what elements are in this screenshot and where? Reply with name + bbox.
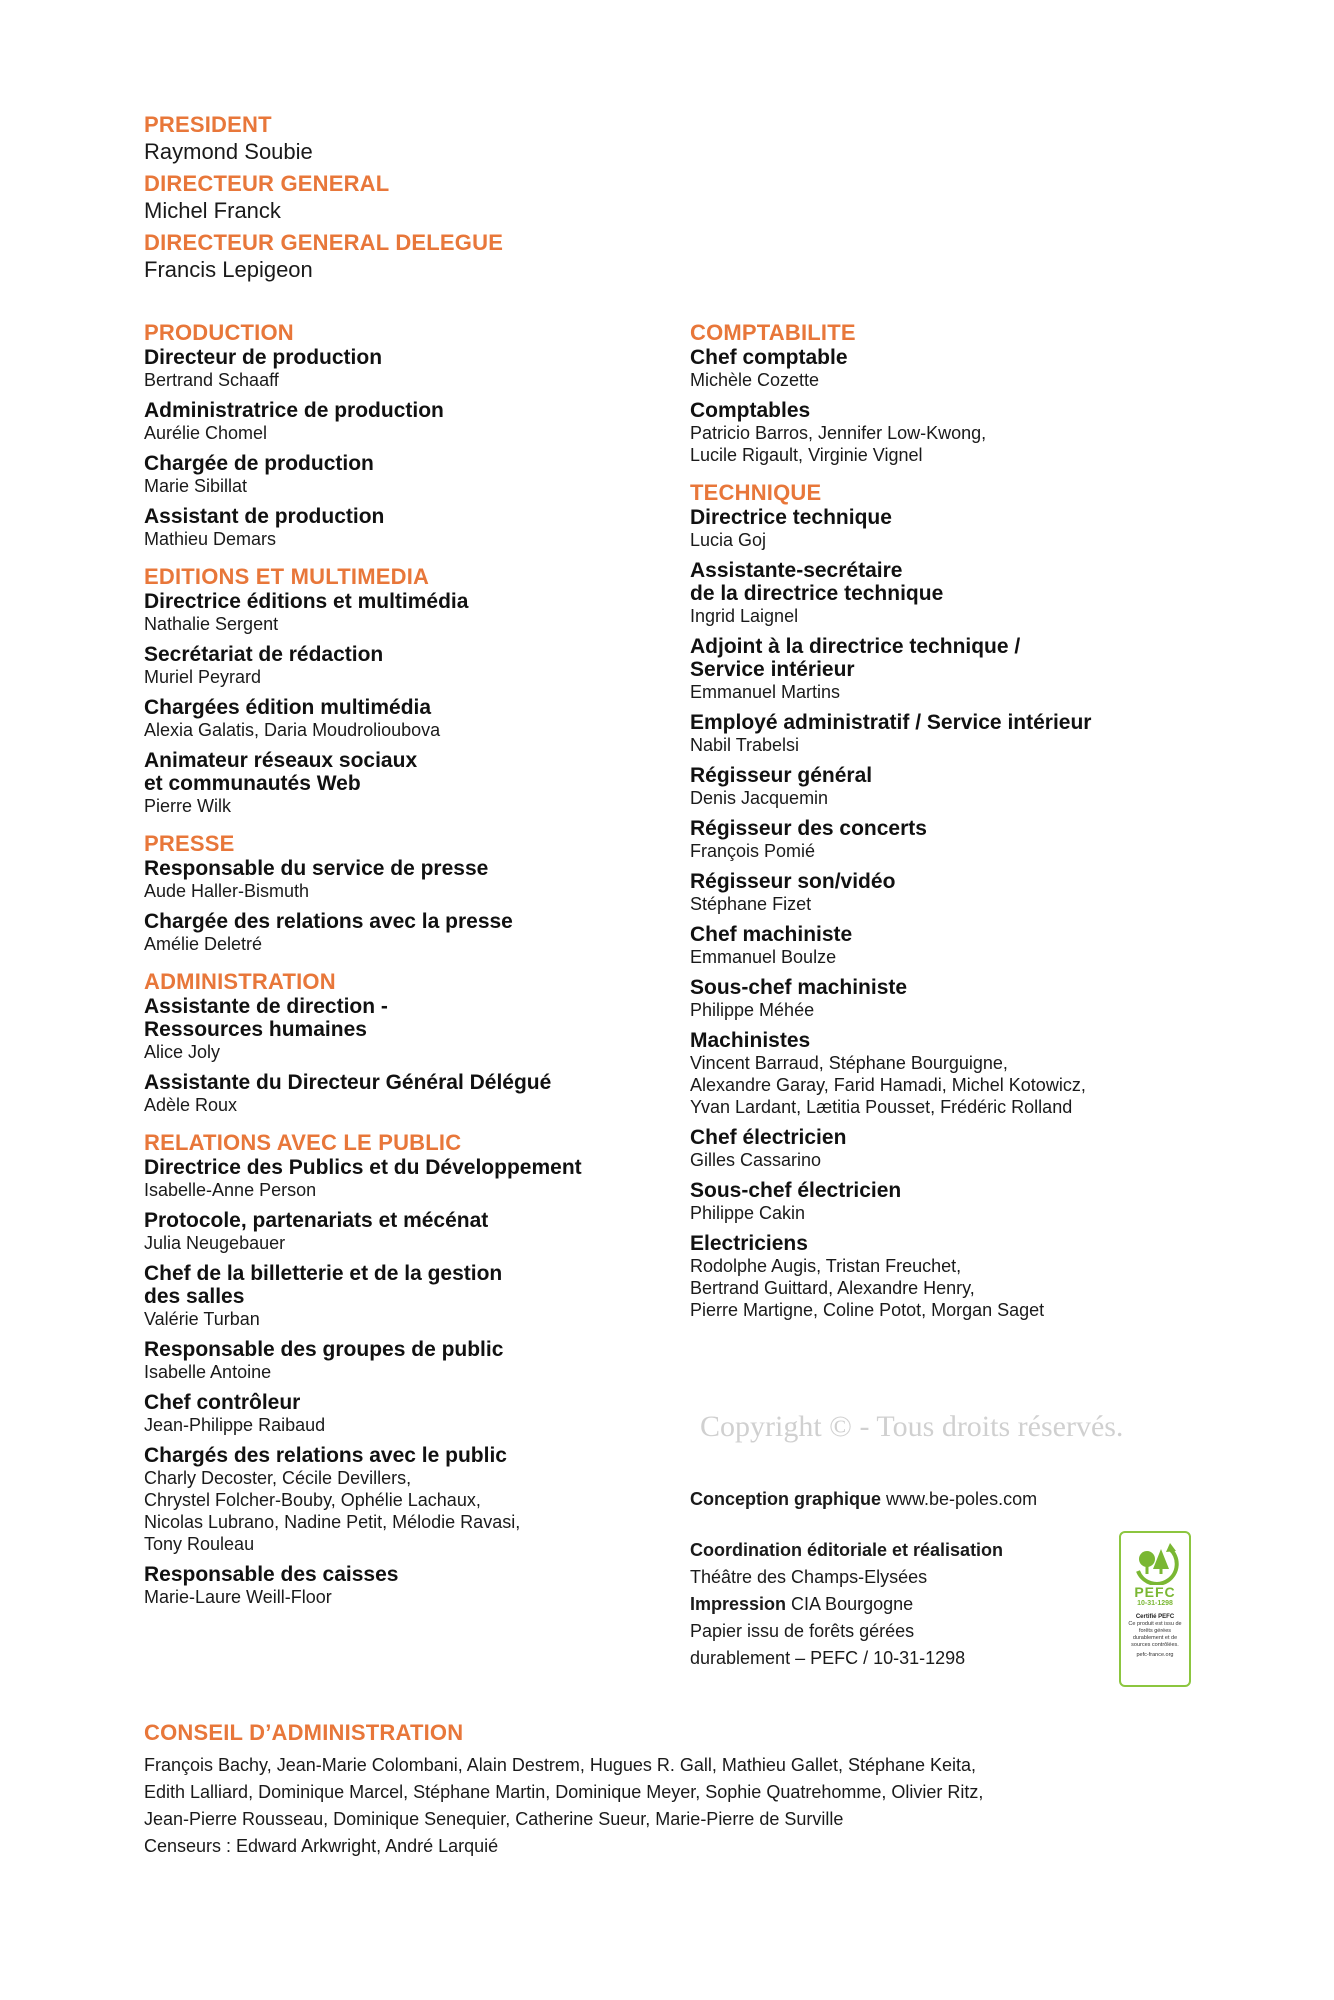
pefc-tree-logo-icon <box>1130 1541 1180 1585</box>
section-heading: RELATIONS AVEC LE PUBLIC <box>144 1130 462 1155</box>
role-entry <box>144 1391 674 1436</box>
role-title: Régisseur général <box>690 764 873 787</box>
conseil-heading: CONSEIL D’ADMINISTRATION <box>144 1720 464 1745</box>
left-column <box>144 320 674 1622</box>
credit-paper-line-2: durablement – PEFC / 10-31-1298 <box>690 1648 966 1668</box>
role-title: Régisseur des concerts <box>690 817 927 840</box>
name-directeur-general: Michel Franck <box>144 198 281 223</box>
credit-print-value: CIA Bourgogne <box>791 1594 914 1614</box>
credit-coordination-label: Coordination éditoriale et réalisation <box>690 1540 1004 1560</box>
role-title: Assistante du Directeur Général Délégué <box>144 1071 552 1094</box>
credit-print <box>690 1591 1100 1618</box>
credit-print-label: Impression <box>690 1594 787 1614</box>
role-entry <box>690 1179 1250 1224</box>
role-entry <box>144 505 674 550</box>
role-names: Alice Joly <box>144 1042 221 1062</box>
role-title: Directrice éditions et multimédia <box>144 590 469 613</box>
heading-directeur-general-delegue: DIRECTEUR GENERAL DELEGUE <box>144 230 504 255</box>
role-entry <box>144 1262 674 1330</box>
role-names: Aude Haller-Bismuth <box>144 881 310 901</box>
credit-design-label: Conception graphique <box>690 1489 881 1509</box>
conseil-names <box>144 1752 1244 1860</box>
role-entry <box>144 1071 674 1116</box>
role-entry <box>144 749 674 817</box>
role-names: Vincent Barraud, Stéphane Bourguigne, Alexandre Garay, Farid Hamadi, Michel Kotowicz, Yvan Lardant, Lætitia Pousset, Frédéric Rolland <box>690 1053 1086 1117</box>
leadership-block <box>144 112 503 289</box>
role-entry <box>144 857 674 902</box>
role-entry <box>690 506 1250 551</box>
role-entry <box>144 346 674 391</box>
role-entry <box>690 1126 1250 1171</box>
role-names: Aurélie Chomel <box>144 423 268 443</box>
role-title: Chargées édition multimédia <box>144 696 432 719</box>
section-technique <box>690 480 1250 1321</box>
role-names: Ingrid Laignel <box>690 606 799 626</box>
section-heading: COMPTABILITE <box>690 320 856 345</box>
section-administration <box>144 969 674 1116</box>
role-names: Marie Sibillat <box>144 476 248 496</box>
role-entry <box>144 696 674 741</box>
name-directeur-general-delegue: Francis Lepigeon <box>144 257 313 282</box>
role-names: Isabelle-Anne Person <box>144 1180 317 1200</box>
role-title: Chef comptable <box>690 346 848 369</box>
role-title: Directrice technique <box>690 506 892 529</box>
role-entry <box>690 635 1250 703</box>
pefc-certification-badge <box>1119 1531 1191 1687</box>
section-heading: PRODUCTION <box>144 320 294 345</box>
heading-president: PRESIDENT <box>144 112 272 137</box>
role-title: Directeur de production <box>144 346 383 369</box>
credit-design-link[interactable]: www.be-poles.com <box>886 1489 1038 1509</box>
conseil-administration <box>144 1720 1244 1860</box>
role-entry <box>144 1209 674 1254</box>
role-entry <box>144 910 674 955</box>
role-title: Chef de la billetterie et de la gestion des salles <box>144 1262 503 1308</box>
role-names: Denis Jacquemin <box>690 788 829 808</box>
section-presse <box>144 831 674 955</box>
role-entry <box>690 399 1250 466</box>
role-title: Assistante de direction - Ressources humaines <box>144 995 388 1041</box>
pefc-url: pefc-france.org <box>1136 1652 1174 1658</box>
role-names: Patricio Barros, Jennifer Low-Kwong, Lucile Rigault, Virginie Vignel <box>690 423 987 465</box>
section-comptabilite <box>690 320 1250 466</box>
role-title: Employé administratif / Service intérieur <box>690 711 1092 734</box>
role-title: Chargée de production <box>144 452 374 475</box>
role-names: Mathieu Demars <box>144 529 277 549</box>
section-heading: TECHNIQUE <box>690 480 822 505</box>
role-names: Michèle Cozette <box>690 370 820 390</box>
credits-block <box>690 1486 1100 1672</box>
role-title: Adjoint à la directrice technique / Service intérieur <box>690 635 1021 681</box>
role-entry <box>144 399 674 444</box>
role-title: Chargée des relations avec la presse <box>144 910 513 933</box>
role-title: Protocole, partenariats et mécénat <box>144 1209 489 1232</box>
conseil-line: Jean-Pierre Rousseau, Dominique Senequier, Catherine Sueur, Marie-Pierre de Surville <box>144 1809 844 1829</box>
role-names: Nabil Trabelsi <box>690 735 800 755</box>
role-names: Philippe Cakin <box>690 1203 806 1223</box>
role-names: Muriel Peyrard <box>144 667 262 687</box>
role-names: Gilles Cassarino <box>690 1150 822 1170</box>
role-entry <box>690 711 1250 756</box>
role-entry <box>144 1338 674 1383</box>
pefc-description: Ce produit est issu de forêts gérées durablement et de sources contrôlées. <box>1128 1621 1182 1648</box>
role-title: Chef machiniste <box>690 923 853 946</box>
role-title: Sous-chef machiniste <box>690 976 908 999</box>
role-title: Directrice des Publics et du Développement <box>144 1156 582 1179</box>
role-entry <box>690 346 1250 391</box>
role-entry <box>690 559 1250 627</box>
conseil-line: Censeurs : Edward Arkwright, André Larquié <box>144 1836 499 1856</box>
role-names: Pierre Wilk <box>144 796 232 816</box>
role-title: Administratrice de production <box>144 399 444 422</box>
role-title: Comptables <box>690 399 811 422</box>
credit-paper-line-1: Papier issu de forêts gérées <box>690 1621 915 1641</box>
section-production <box>144 320 674 550</box>
role-names: Charly Decoster, Cécile Devillers, Chrystel Folcher-Bouby, Ophélie Lachaux, Nicolas Lubrano, Nadine Petit, Mélodie Ravasi, Tony Rouleau <box>144 1468 521 1554</box>
role-title: Sous-chef électricien <box>690 1179 902 1202</box>
section-relations-avec-le-public <box>144 1130 674 1608</box>
role-entry <box>144 995 674 1063</box>
role-entry <box>144 1444 674 1555</box>
role-entry <box>690 1029 1250 1118</box>
role-entry <box>690 923 1250 968</box>
role-names: Adèle Roux <box>144 1095 238 1115</box>
role-title: Chargés des relations avec le public <box>144 1444 507 1467</box>
role-entry <box>690 976 1250 1021</box>
right-column <box>690 320 1250 1335</box>
section-heading: PRESSE <box>144 831 235 856</box>
role-title: Chef électricien <box>690 1126 847 1149</box>
name-president: Raymond Soubie <box>144 139 313 164</box>
section-heading: ADMINISTRATION <box>144 969 336 994</box>
role-names: Bertrand Schaaff <box>144 370 279 390</box>
role-title: Machinistes <box>690 1029 811 1052</box>
role-names: Emmanuel Martins <box>690 682 841 702</box>
role-names: Marie-Laure Weill-Floor <box>144 1587 332 1607</box>
copyright-watermark: Copyright © - Tous droits réservés. <box>700 1410 1124 1443</box>
role-names: Rodolphe Augis, Tristan Freuchet, Bertrand Guittard, Alexandre Henry, Pierre Martigne, Coline Potot, Morgan Saget <box>690 1256 1045 1320</box>
role-names: Isabelle Antoine <box>144 1362 272 1382</box>
role-title: Responsable du service de presse <box>144 857 489 880</box>
role-names: Nathalie Sergent <box>144 614 279 634</box>
heading-directeur-general: DIRECTEUR GENERAL <box>144 171 390 196</box>
credit-design <box>690 1486 1100 1513</box>
role-names: Julia Neugebauer <box>144 1233 286 1253</box>
section-heading: EDITIONS ET MULTIMEDIA <box>144 564 430 589</box>
role-names: François Pomié <box>690 841 816 861</box>
section-editions-et-multimedia <box>144 564 674 817</box>
role-entry <box>144 1563 674 1608</box>
role-title: Chef contrôleur <box>144 1391 301 1414</box>
role-names: Amélie Deletré <box>144 934 263 954</box>
role-names: Stéphane Fizet <box>690 894 812 914</box>
role-names: Valérie Turban <box>144 1309 260 1329</box>
role-title: Responsable des caisses <box>144 1563 399 1586</box>
pefc-logo-text: PEFC <box>1134 1584 1176 1600</box>
role-title: Régisseur son/vidéo <box>690 870 896 893</box>
role-title: Responsable des groupes de public <box>144 1338 504 1361</box>
role-entry <box>144 590 674 635</box>
role-title: Assistante-secrétaire de la directrice technique <box>690 559 944 605</box>
role-entry <box>690 764 1250 809</box>
conseil-line: Edith Lalliard, Dominique Marcel, Stéphane Martin, Dominique Meyer, Sophie Quatrehomme, Olivier Ritz, <box>144 1782 984 1802</box>
pefc-certified: Certifié PEFC <box>1135 1614 1175 1620</box>
role-entry <box>690 817 1250 862</box>
role-entry <box>144 643 674 688</box>
role-title: Assistant de production <box>144 505 385 528</box>
credit-coordination-value: Théâtre des Champs-Elysées <box>690 1567 928 1587</box>
role-entry <box>690 870 1250 915</box>
role-names: Jean-Philippe Raibaud <box>144 1415 326 1435</box>
role-title: Electriciens <box>690 1232 808 1255</box>
pefc-code: 10-31-1298 <box>1137 1600 1173 1607</box>
role-names: Emmanuel Boulze <box>690 947 837 967</box>
role-names: Alexia Galatis, Daria Moudrolioubova <box>144 720 441 740</box>
role-entry <box>144 452 674 497</box>
role-entry <box>690 1232 1250 1321</box>
role-names: Philippe Méhée <box>690 1000 815 1020</box>
role-names: Lucia Goj <box>690 530 767 550</box>
role-title: Animateur réseaux sociaux et communautés Web <box>144 749 418 795</box>
role-title: Secrétariat de rédaction <box>144 643 384 666</box>
conseil-line: François Bachy, Jean-Marie Colombani, Alain Destrem, Hugues R. Gall, Mathieu Gallet, Stéphane Keita, <box>144 1755 977 1775</box>
role-entry <box>144 1156 674 1201</box>
